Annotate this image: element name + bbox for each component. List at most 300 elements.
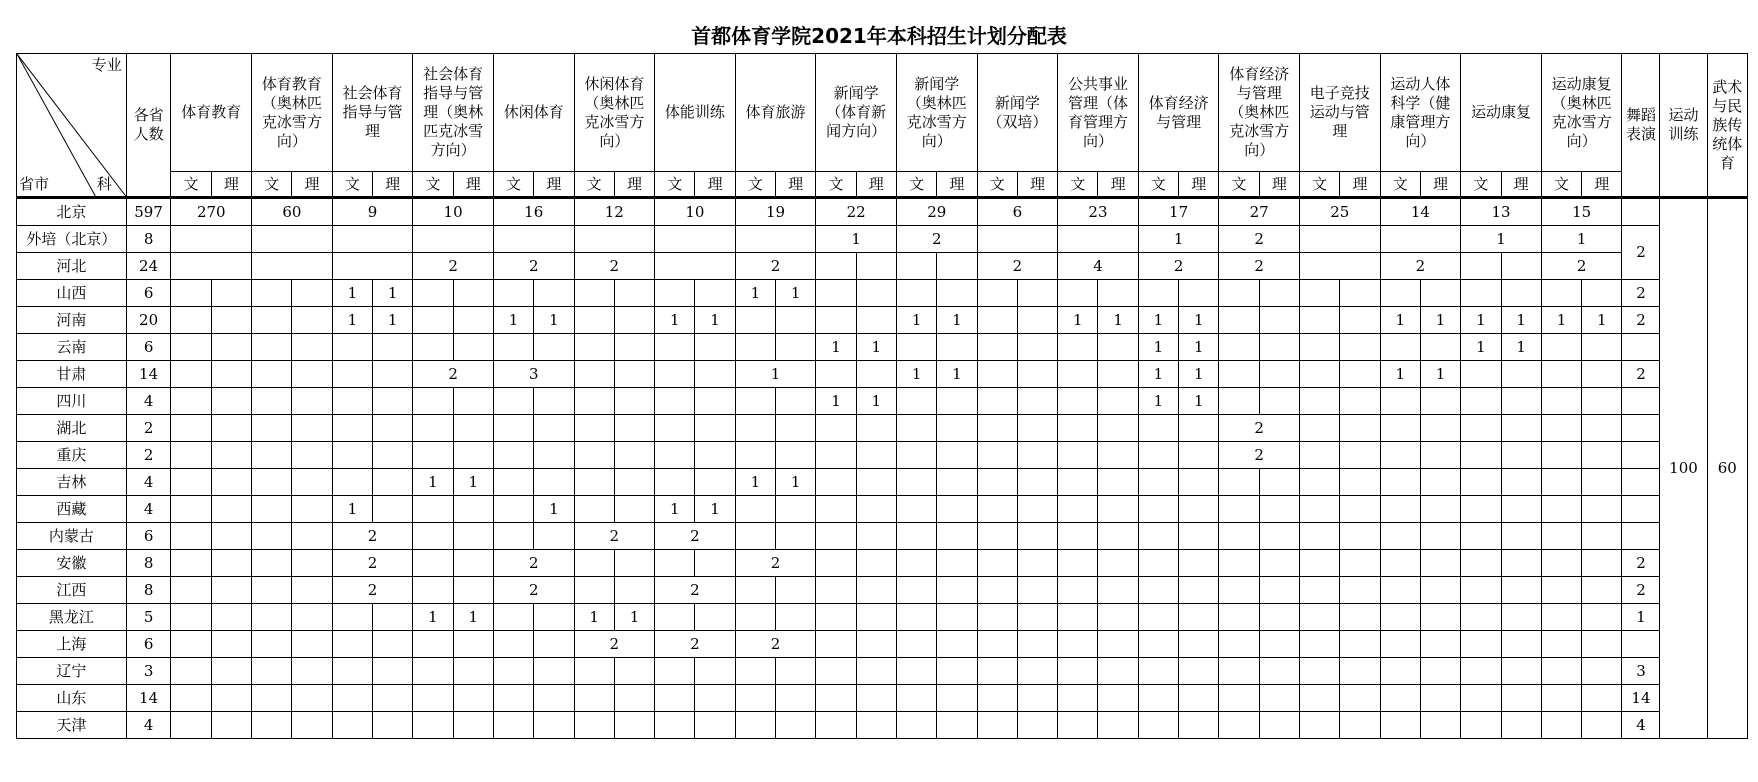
quota-cell-li [1420,334,1460,361]
quota-cell-li [1501,550,1541,577]
quota-cell-li [292,280,332,307]
quota-cell: 15 [1541,198,1622,226]
quota-cell-li: 1 [1179,307,1219,334]
quota-cell-wen [816,442,856,469]
table-row [17,631,1748,658]
quota-cell-wen [896,685,936,712]
quota-cell-wen [816,712,856,739]
quota-cell-wen [977,577,1017,604]
quota-cell-li [1582,415,1622,442]
quota-cell-wen [735,577,775,604]
quota-cell-li [937,388,977,415]
table-row [17,685,1748,712]
quota-cell-li [1098,469,1138,496]
quota-cell-li [856,496,896,523]
quota-cell-wen [1138,496,1178,523]
quota-cell-li [614,307,654,334]
quota-cell [735,226,816,253]
quota-cell-wen [1541,361,1581,388]
quota-cell-li [776,334,816,361]
quota-cell-li [1501,712,1541,739]
quota-cell-li [614,361,654,388]
quota-cell-wen [493,496,533,523]
quota-cell-wen: 1 [1138,307,1178,334]
quota-cell-li [453,415,493,442]
major-header: 体育经济与管理（奥林匹克冰雪方向） [1219,54,1300,172]
quota-cell-wen [816,415,856,442]
quota-cell: 23 [1058,198,1139,226]
quota-cell-wen [493,685,533,712]
quota-cell-wen [252,631,292,658]
quota-cell-wen [1380,577,1420,604]
quota-cell-wen [413,523,453,550]
quota-cell-wen: 1 [1138,361,1178,388]
quota-cell-li [776,415,816,442]
quota-cell-li [1259,523,1299,550]
quota-cell-li: 1 [372,307,412,334]
quota-cell-wen [1461,550,1501,577]
quota-cell-wen [1138,577,1178,604]
quota-cell-wen [413,658,453,685]
quota-cell: 2 [332,550,413,577]
quota-cell-wen [171,388,211,415]
quota-cell-wen [1461,496,1501,523]
quota-cell-wen [977,523,1017,550]
quota-cell-li [1582,442,1622,469]
quota-cell-wen [574,496,614,523]
quota-cell [977,226,1058,253]
quota-cell-li [1098,415,1138,442]
quota-cell-li [211,577,251,604]
province-cell: 安徽 [17,550,127,577]
quota-cell-wen [816,577,856,604]
quota-cell-wen [896,496,936,523]
quota-cell-wen: 1 [735,469,775,496]
quota-cell-li [1501,631,1541,658]
martial-arts-total-cell: 60 [1707,198,1748,739]
quota-cell-wen [896,334,936,361]
quota-cell-wen [413,307,453,334]
quota-cell-wen [896,658,936,685]
quota-cell-wen [1541,658,1581,685]
quota-cell-li: 1 [856,388,896,415]
quota-cell-li [453,388,493,415]
quota-cell-wen [816,307,856,334]
quota-cell-li [292,361,332,388]
quota-cell-li [1179,604,1219,631]
quota-cell-li [292,523,332,550]
quota-cell: 29 [896,198,977,226]
quota-cell-wen [1461,469,1501,496]
quota-cell-wen: 1 [1138,334,1178,361]
quota-cell-li [1340,577,1380,604]
quota-cell-li [211,469,251,496]
quota-cell: 2 [332,523,413,550]
dance-cell: 1 [1622,604,1660,631]
quota-cell-wen [1300,685,1340,712]
quota-cell-wen [1541,280,1581,307]
quota-cell-li [1259,658,1299,685]
quota-cell-wen: 1 [332,307,372,334]
quota-cell-wen [896,280,936,307]
quota-cell-wen [171,469,211,496]
quota-cell-li [1340,604,1380,631]
subject-li-header: 理 [614,172,654,198]
quota-cell-wen [252,388,292,415]
quota-cell-li [937,550,977,577]
quota-cell-wen [1380,685,1420,712]
quota-cell-li [1259,388,1299,415]
province-total-cell: 20 [126,307,171,334]
quota-cell-li [856,631,896,658]
quota-cell-li [1179,658,1219,685]
quota-cell-li [1582,631,1622,658]
quota-cell-li [1179,631,1219,658]
subject-li-header: 理 [1098,172,1138,198]
quota-cell [171,226,252,253]
quota-cell-li [534,280,574,307]
quota-cell-wen [1219,523,1259,550]
quota-cell-wen: 1 [1058,307,1098,334]
quota-cell: 2 [1219,226,1300,253]
quota-cell-li [1098,685,1138,712]
extra-major-header: 运动训练 [1660,54,1707,198]
quota-cell-wen: 1 [816,334,856,361]
quota-cell: 2 [493,253,574,280]
quota-cell-wen [977,307,1017,334]
province-total-cell: 6 [126,523,171,550]
province-total-cell: 6 [126,631,171,658]
quota-cell-li [534,631,574,658]
quota-cell-li [776,577,816,604]
quota-cell [574,226,655,253]
quota-cell [252,253,333,280]
quota-cell-li [1259,361,1299,388]
quota-cell-li: 1 [1420,361,1460,388]
quota-cell-li: 1 [1582,307,1622,334]
quota-cell-wen [1138,280,1178,307]
quota-cell-wen [896,469,936,496]
quota-cell-li [1340,280,1380,307]
quota-cell-wen [735,712,775,739]
quota-cell-wen [1461,253,1501,280]
quota-cell-li [1582,712,1622,739]
quota-cell-wen [1058,415,1098,442]
quota-cell-wen [1300,712,1340,739]
quota-cell-wen [655,361,695,388]
quota-cell-wen [1300,442,1340,469]
quota-cell-wen: 1 [1541,307,1581,334]
quota-cell: 2 [1219,442,1300,469]
quota-cell-li: 1 [1179,388,1219,415]
quota-cell-wen [977,496,1017,523]
quota-cell-li [856,550,896,577]
quota-cell-li [1259,496,1299,523]
quota-cell-li [856,523,896,550]
quota-cell-wen [1461,280,1501,307]
quota-cell-li [1017,442,1057,469]
quota-cell-wen [896,388,936,415]
quota-cell-li [1582,334,1622,361]
quota-cell-wen [816,658,856,685]
quota-cell: 2 [1219,253,1300,280]
quota-cell-wen [1219,307,1259,334]
quota-cell-wen [1300,631,1340,658]
quota-cell-li [695,280,735,307]
quota-cell-li [1017,496,1057,523]
quota-cell-wen [816,631,856,658]
quota-cell-li [1420,523,1460,550]
quota-cell-wen [171,631,211,658]
subject-li-header: 理 [1420,172,1460,198]
province-cell: 重庆 [17,442,127,469]
quota-cell-wen [1058,577,1098,604]
quota-cell-wen [1219,361,1259,388]
quota-cell-li [1501,442,1541,469]
quota-cell-wen [977,631,1017,658]
quota-cell: 16 [493,198,574,226]
quota-cell-li: 1 [937,361,977,388]
quota-cell [171,253,252,280]
quota-cell-li [1098,577,1138,604]
quota-cell-li [1501,388,1541,415]
subject-li-header: 理 [1582,172,1622,198]
quota-cell-li [776,685,816,712]
quota-cell-wen [574,334,614,361]
quota-cell [1380,226,1461,253]
table-row [17,388,1748,415]
quota-cell-li [534,523,574,550]
subject-wen-header: 文 [413,172,453,198]
quota-cell-wen [655,280,695,307]
major-header: 休闲体育 [493,54,574,172]
province-total-cell: 14 [126,685,171,712]
quota-cell-li [1259,577,1299,604]
quota-cell-wen: 1 [655,307,695,334]
quota-cell-wen [252,361,292,388]
table-row [17,334,1748,361]
quota-cell-wen [252,658,292,685]
subject-li-header: 理 [1340,172,1380,198]
major-header: 体能训练 [655,54,736,172]
quota-cell-li [372,361,412,388]
quota-cell-wen [1138,469,1178,496]
quota-cell-wen [413,388,453,415]
quota-cell-li [1501,361,1541,388]
enrollment-plan-table [16,53,1748,739]
quota-cell-wen [1300,415,1340,442]
quota-cell-wen [896,631,936,658]
subject-li-header: 理 [1259,172,1299,198]
quota-cell-wen [1380,469,1420,496]
quota-cell-li [776,388,816,415]
quota-cell-li: 1 [453,469,493,496]
quota-cell-wen: 1 [1461,334,1501,361]
quota-cell-wen [655,442,695,469]
quota-cell-li [776,604,816,631]
quota-cell-wen [332,388,372,415]
quota-cell-li [1420,280,1460,307]
quota-cell-wen [252,523,292,550]
quota-cell-li [292,442,332,469]
table-row [17,523,1748,550]
quota-cell-li [1179,496,1219,523]
table-row [17,253,1748,280]
quota-cell-wen [493,604,533,631]
quota-cell-wen [413,550,453,577]
major-header: 运动康复 [1461,54,1542,172]
quota-cell-li [614,334,654,361]
quota-cell-li [1340,361,1380,388]
quota-cell-li [453,631,493,658]
subject-li-header: 理 [1501,172,1541,198]
quota-cell-li [1098,280,1138,307]
quota-cell-wen [332,469,372,496]
quota-cell-li [856,280,896,307]
quota-cell [655,253,736,280]
quota-cell-li [1582,361,1622,388]
quota-cell-wen [1058,361,1098,388]
quota-cell-li [534,334,574,361]
quota-cell-li [534,469,574,496]
quota-cell-li [1420,415,1460,442]
quota-cell-wen [977,712,1017,739]
major-header: 电子竞技运动与管理 [1300,54,1381,172]
table-row [17,658,1748,685]
quota-cell-li [856,307,896,334]
quota-cell-li [1017,523,1057,550]
quota-cell-li [1179,523,1219,550]
quota-cell-li [856,361,896,388]
quota-cell-wen [493,415,533,442]
major-header: 运动康复（奥林匹克冰雪方向） [1541,54,1622,172]
quota-cell-li [1179,577,1219,604]
quota-cell-li [695,658,735,685]
quota-cell-wen [1219,469,1259,496]
quota-cell-wen [1461,361,1501,388]
quota-cell-wen [1219,388,1259,415]
quota-cell-li [1582,469,1622,496]
quota-cell-wen [1219,577,1259,604]
quota-cell-li [372,496,412,523]
quota-cell-li [1340,415,1380,442]
quota-cell-li [1582,523,1622,550]
quota-cell-li [856,253,896,280]
subject-wen-header: 文 [252,172,292,198]
quota-cell-wen [735,388,775,415]
subject-wen-header: 文 [977,172,1017,198]
quota-cell-li [453,685,493,712]
quota-cell-wen [1138,604,1178,631]
dance-cell: 4 [1622,712,1660,739]
quota-cell-wen [1300,469,1340,496]
quota-cell [1300,226,1381,253]
quota-cell-wen [816,550,856,577]
quota-cell-li [856,415,896,442]
table-row [17,442,1748,469]
quota-cell [413,226,494,253]
quota-cell-li [776,307,816,334]
quota-cell-wen [1541,712,1581,739]
quota-cell-li: 1 [776,469,816,496]
quota-cell-li [614,685,654,712]
quota-cell-li [1340,658,1380,685]
quota-cell-wen [413,415,453,442]
province-cell: 甘肃 [17,361,127,388]
quota-cell-li [1098,442,1138,469]
quota-cell-li [211,658,251,685]
quota-cell-wen [171,577,211,604]
dance-cell [1622,415,1660,442]
quota-cell-li [1420,388,1460,415]
quota-cell: 2 [655,577,736,604]
quota-cell: 19 [735,198,816,226]
subject-wen-header: 文 [1219,172,1259,198]
quota-cell-wen [896,253,936,280]
quota-cell-wen [1300,577,1340,604]
quota-cell-wen [1380,523,1420,550]
quota-cell-li: 1 [776,280,816,307]
quota-cell-wen [493,712,533,739]
quota-cell-li: 1 [695,496,735,523]
quota-cell-li [1340,496,1380,523]
quota-cell-wen [493,334,533,361]
table-row [17,198,1748,226]
subject-wen-header: 文 [1058,172,1098,198]
quota-cell-wen [816,280,856,307]
major-header: 新闻学（奥林匹克冰雪方向） [896,54,977,172]
quota-cell-li [211,631,251,658]
quota-cell: 2 [493,577,574,604]
quota-cell-wen: 1 [1380,307,1420,334]
quota-cell-li [937,604,977,631]
corner-label-major: 专业 [91,56,122,74]
quota-cell: 13 [1461,198,1542,226]
quota-cell-li [211,604,251,631]
quota-cell-li [211,334,251,361]
quota-cell-li [211,388,251,415]
quota-cell-wen [977,388,1017,415]
quota-cell: 2 [493,550,574,577]
table-row [17,226,1748,253]
subject-wen-header: 文 [332,172,372,198]
quota-cell-li: 1 [1098,307,1138,334]
quota-cell-wen [171,712,211,739]
quota-cell-wen [574,550,614,577]
quota-cell-wen [816,496,856,523]
quota-cell-wen [816,253,856,280]
quota-cell-li [1420,496,1460,523]
quota-cell-li: 1 [534,307,574,334]
quota-cell-li [1582,604,1622,631]
major-header: 社会体育指导与管理 [332,54,413,172]
quota-cell-li [534,388,574,415]
quota-cell-wen [816,685,856,712]
quota-cell-wen [413,577,453,604]
province-cell: 上海 [17,631,127,658]
quota-cell [493,226,574,253]
quota-cell-li [856,469,896,496]
quota-cell-li [937,253,977,280]
quota-cell-wen [1219,631,1259,658]
quota-cell [1058,226,1139,253]
quota-cell-li: 1 [1501,307,1541,334]
quota-cell-wen [655,415,695,442]
province-cell: 辽宁 [17,658,127,685]
sports-training-total-cell: 100 [1660,198,1707,739]
quota-cell-wen [332,658,372,685]
quota-cell-wen [977,280,1017,307]
